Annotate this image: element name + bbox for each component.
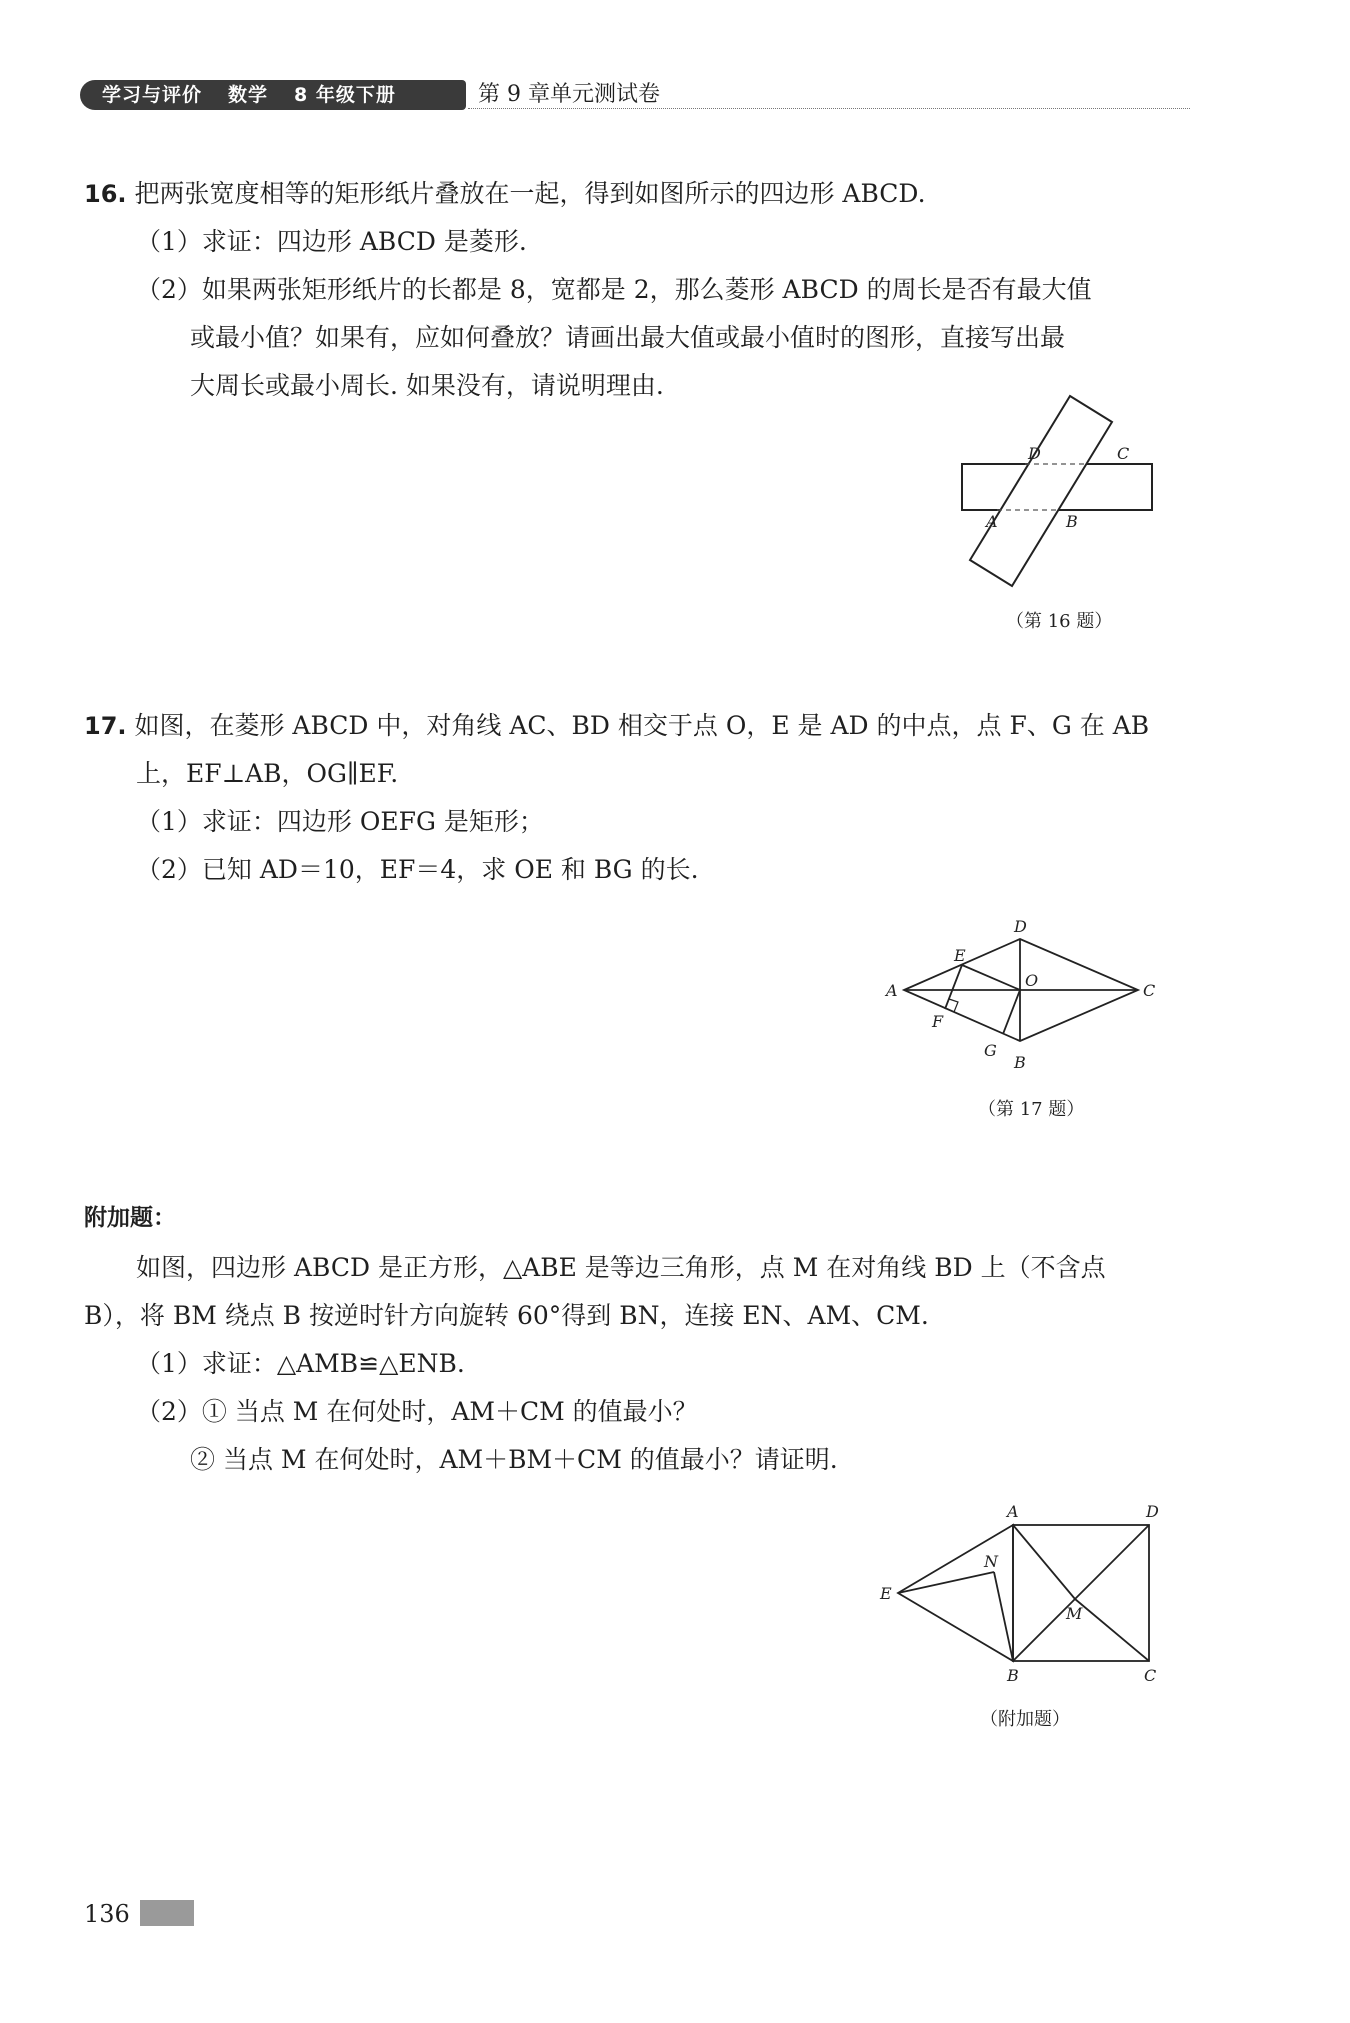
q17-part1: （1）求证：四边形 OEFG 是矩形； [136,807,544,836]
q16-figure [950,390,1170,590]
q17-label-c: C [1143,981,1156,1000]
extra-caption: （附加题） [980,1709,1070,1730]
extra-title: 附加题： [84,1205,176,1231]
q16-part1: （1）求证：四边形 ABCD 是菱形. [136,227,527,256]
subject-name: 数学 [228,84,269,106]
q16-label-a: A [986,512,998,531]
q17-segment-eo [962,965,1020,990]
q17-segment-og [1003,990,1020,1034]
extra-label-e: E [880,1584,892,1603]
extra-diagonal-bd [1013,1525,1149,1661]
extra-segment-en [898,1572,994,1593]
q17-label-f: F [932,1012,944,1031]
extra-part2-b: ② 当点 M 在何处时，AM＋BM＋CM 的值最小？请证明. [190,1445,838,1474]
series-name: 学习与评价 [102,84,203,106]
q17-label-g: G [984,1041,997,1060]
chapter-title: 第 9 章单元测试卷 [478,82,660,107]
q17-label-a: A [886,981,898,1000]
q17-figure [880,910,1160,1080]
q17-label-e: E [954,946,966,965]
q16-slanted-strip [970,396,1112,586]
q16-stem-text: 把两张宽度相等的矩形纸片叠放在一起，得到如图所示的四边形 ABCD. [134,179,926,208]
q16-number: 16. [84,180,127,208]
q17-caption: （第 17 题） [978,1099,1085,1120]
extra-segment-bn [994,1572,1013,1661]
q17-part2: （2）已知 AD＝10，EF＝4，求 OE 和 BG 的长. [136,855,699,884]
q16-label-b: B [1066,512,1078,531]
q16-part2-line1: （2）如果两张矩形纸片的长都是 8，宽都是 2，那么菱形 ABCD 的周长是否有最大值 [136,275,1092,304]
page-number-tab [140,1900,194,1926]
extra-label-n: N [984,1552,998,1571]
grade-name: 8 年级下册 [294,84,396,106]
q17-stem-line2: 上，EF⊥AB，OG∥EF. [136,759,399,788]
extra-figure [870,1495,1170,1695]
extra-label-m: M [1066,1604,1083,1623]
extra-stem-line2: B），将 BM 绕点 B 按逆时针方向旋转 60°得到 BN，连接 EN、AM、CM. [84,1301,929,1330]
page-number-box [84,1898,194,1930]
q16-part2-line3: 大周长或最小周长. 如果没有，请说明理由. [190,371,664,400]
q16-caption: （第 16 题） [1006,611,1113,632]
q17-stem-line1 [84,708,1149,744]
q17-label-b: B [1014,1053,1026,1072]
page-number: 136 [84,1900,130,1928]
extra-stem-line1: 如图，四边形 ABCD 是正方形，△ABE 是等边三角形，点 M 在对角线 BD 上（不含点 [136,1253,1106,1282]
q16-label-c: C [1117,444,1130,463]
q17-label-o: O [1025,971,1039,990]
extra-label-a: A [1007,1502,1019,1521]
extra-label-b: B [1007,1666,1019,1685]
extra-segment-am [1013,1525,1075,1599]
extra-label-c: C [1144,1666,1157,1685]
q16-label-d: D [1028,444,1041,463]
extra-part1: （1）求证：△AMB≌△ENB. [136,1349,465,1378]
q17-stem-text: 如图，在菱形 ABCD 中，对角线 AC、BD 相交于点 O，E 是 AD 的中点，点 F、G 在 AB [134,711,1150,740]
extra-part2-a: （2）① 当点 M 在何处时，AM＋CM 的值最小？ [136,1397,698,1426]
q17-label-d: D [1014,917,1027,936]
extra-label-d: D [1146,1502,1159,1521]
extra-triangle-abe [898,1525,1013,1661]
page-header [80,78,1190,114]
series-badge [80,80,466,110]
q17-number: 17. [84,712,127,740]
q16-stem [84,176,926,212]
q16-part2-line2: 或最小值？如果有，应如何叠放？请画出最大值或最小值时的图形，直接写出最 [190,323,1066,352]
extra-segment-cm [1075,1599,1149,1661]
